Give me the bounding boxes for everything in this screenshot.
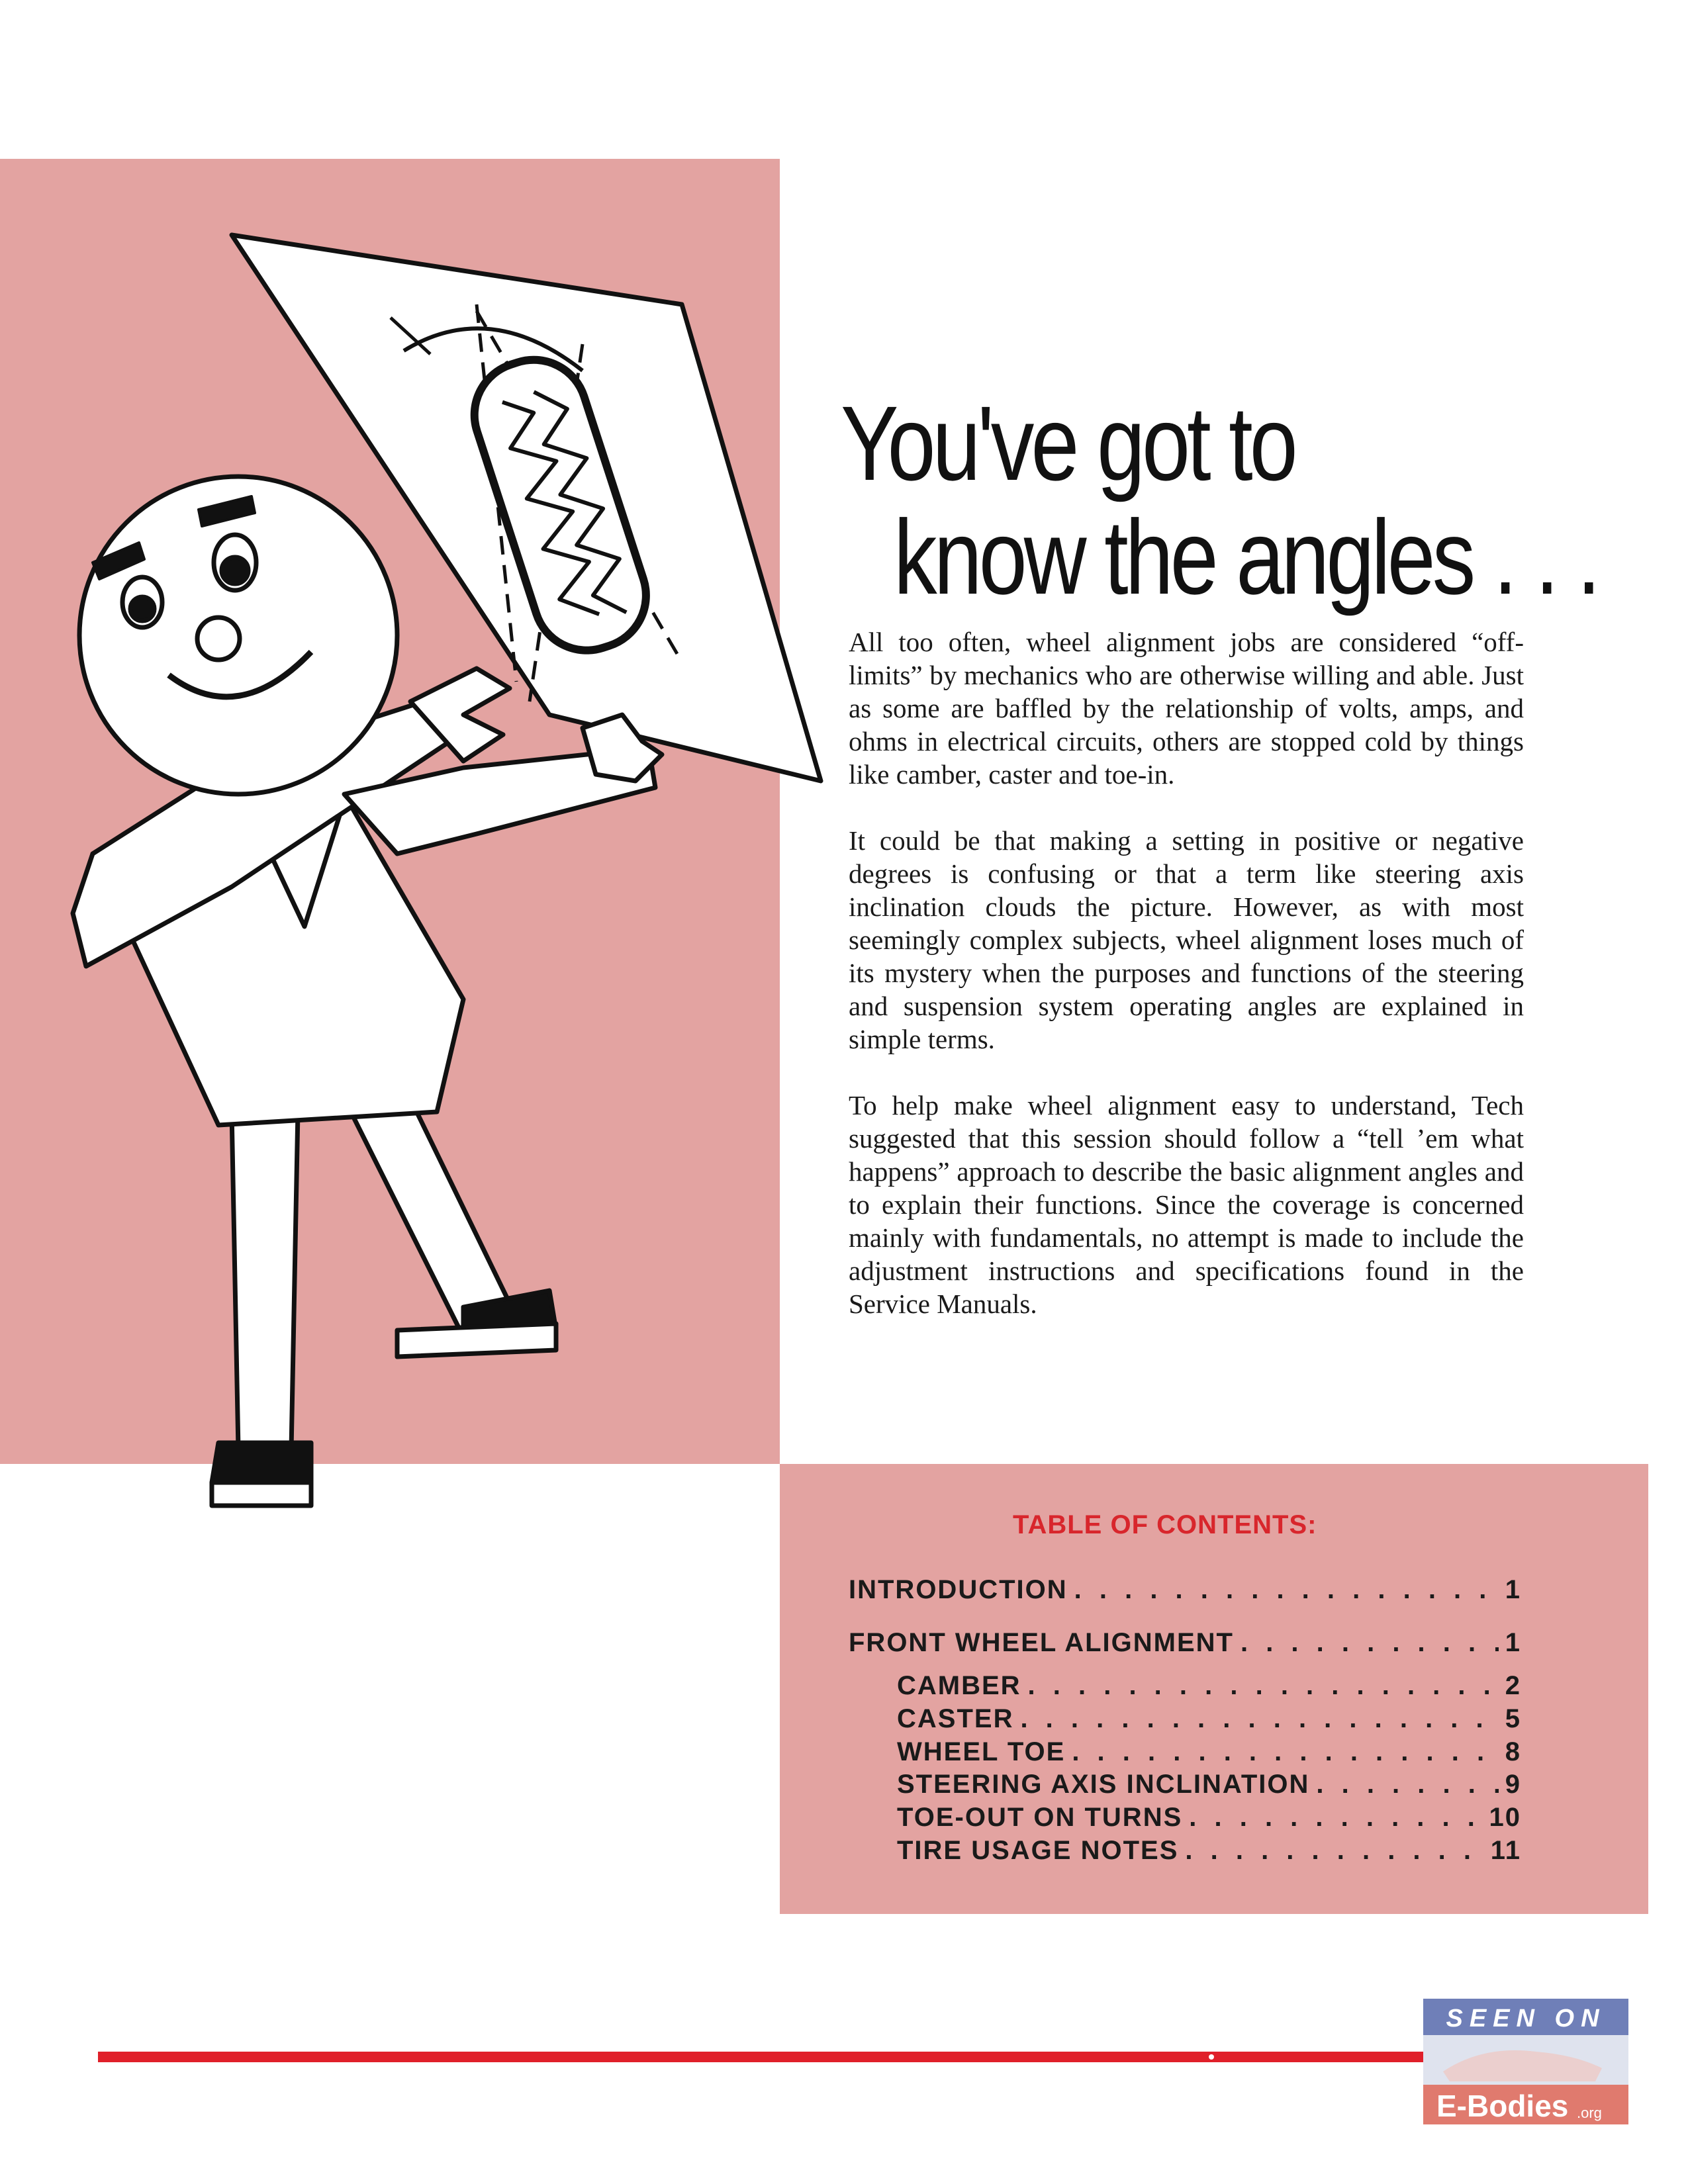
toc-entry-page: 2 [1505, 1671, 1521, 1700]
toc-heading: TABLE OF CONTENTS: [1013, 1510, 1317, 1539]
seen-on-ebodies-logo [1423, 1999, 1628, 2124]
badge-bottom-text: E-Bodies [1436, 2089, 1569, 2123]
footer-rule-dot [1209, 2054, 1214, 2060]
toc-entry[interactable] [849, 1628, 1521, 1658]
toc-entry-label: TOE-OUT ON TURNS [897, 1803, 1183, 1832]
toc-entry-label: WHEEL TOE [897, 1737, 1066, 1766]
title-line-1: You've got to [841, 384, 1295, 502]
toc-entry-page: 8 [1505, 1737, 1521, 1766]
page-title [841, 384, 1598, 616]
toc-entry[interactable] [897, 1770, 1521, 1799]
toc-entry[interactable] [897, 1803, 1521, 1833]
toc-entry[interactable] [897, 1836, 1521, 1866]
toc-entry-page: 1 [1505, 1628, 1521, 1657]
footer-rule [98, 2052, 1478, 2062]
toc-entry-page: 5 [1505, 1704, 1521, 1733]
intro-body [849, 625, 1524, 1353]
toc-entry[interactable] [849, 1575, 1521, 1605]
paragraph-1: All too often, wheel alignment jobs are considered “off-limits” by mechanics who are otherwise willing and able. Just as some are baffled by the relationship of volts, amps, and ohms in electrical circuits, others are stopped cold by things like camber, caster and toe-in. [849, 627, 1524, 790]
toc-entry-label: INTRODUCTION [849, 1575, 1068, 1604]
toc-entry-label: CAMBER [897, 1671, 1021, 1700]
toc-entry-page: 11 [1490, 1836, 1521, 1865]
title-line-2: know the angles . . . [894, 498, 1598, 616]
toc-entry-label: TIRE USAGE NOTES [897, 1836, 1179, 1865]
paragraph-2: It could be that making a setting in positive or negative degrees is confusing or that a term like steering axis inclination clouds the picture. However, as with most seemingly complex subjects, wheel alignment loses much of its mystery when the purposes and functions of the steering and suspension system operating angles are explained in simple terms. [849, 825, 1524, 1054]
toc-entry[interactable] [897, 1671, 1521, 1701]
mascot-illustration [0, 199, 854, 1516]
toc-entry-page: 10 [1489, 1803, 1521, 1832]
toc-entry-label: FRONT WHEEL ALIGNMENT [849, 1628, 1234, 1657]
toc-entry[interactable] [897, 1704, 1521, 1734]
toc-entry-page: 9 [1505, 1770, 1521, 1799]
toc-entry-page: 1 [1505, 1575, 1521, 1604]
toc-entry-label: CASTER [897, 1704, 1014, 1733]
toc-entry-label: STEERING AXIS INCLINATION [897, 1770, 1310, 1799]
badge-top-text: SEEN ON [1446, 2005, 1606, 2032]
paragraph-3: To help make wheel alignment easy to understand, Tech suggested that this session should follow a “tell ’em what happens” approach to describe the basic alignment angles and to explain their functions. Since the coverage is concerned mainly with fundamentals, no attempt is made to include the adjustment instructions and specifications found in the Service Manuals. [849, 1090, 1524, 1319]
toc-entry[interactable] [897, 1737, 1521, 1767]
badge-suffix-text: .org [1577, 2105, 1602, 2121]
